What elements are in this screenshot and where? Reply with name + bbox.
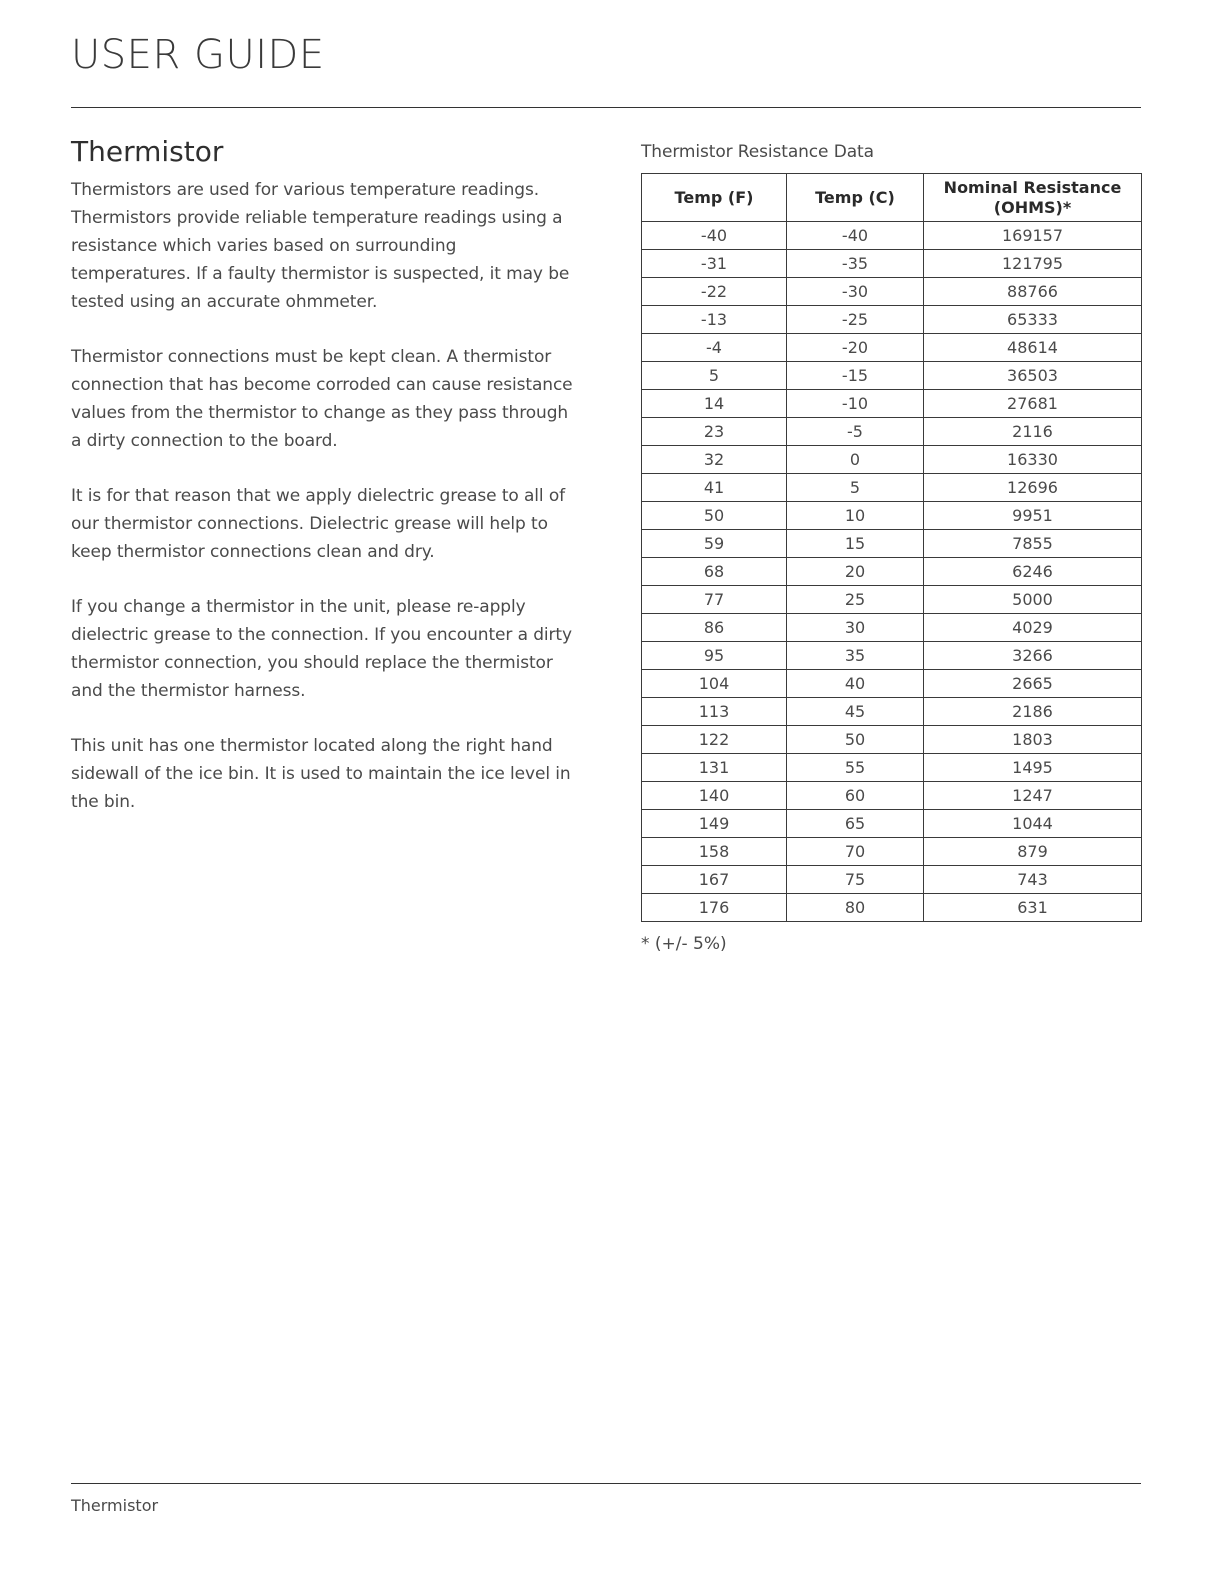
cell-temp-f: 167 <box>642 866 787 894</box>
table-row <box>642 222 1142 250</box>
cell-resistance: 27681 <box>924 390 1142 418</box>
cell-temp-c: 50 <box>787 726 924 754</box>
footer-divider <box>71 1483 1141 1484</box>
page-header-title: USER GUIDE <box>71 32 325 78</box>
cell-temp-f: 131 <box>642 754 787 782</box>
cell-temp-c: 30 <box>787 614 924 642</box>
cell-temp-c: 40 <box>787 670 924 698</box>
table-row <box>642 894 1142 922</box>
cell-temp-f: -22 <box>642 278 787 306</box>
paragraph: If you change a thermistor in the unit, please re-apply dielectric grease to the connection. If you encounter a dirty thermistor connection, you should replace the thermistor and the thermistor harness. <box>71 597 572 701</box>
cell-resistance: 121795 <box>924 250 1142 278</box>
cell-temp-f: 14 <box>642 390 787 418</box>
cell-temp-c: 20 <box>787 558 924 586</box>
cell-temp-f: 59 <box>642 530 787 558</box>
cell-resistance: 3266 <box>924 642 1142 670</box>
cell-resistance: 169157 <box>924 222 1142 250</box>
cell-temp-c: 15 <box>787 530 924 558</box>
cell-temp-c: -35 <box>787 250 924 278</box>
column-header-resistance: Nominal Resistance (OHMS)* <box>924 174 1142 222</box>
column-header-temp-c: Temp (C) <box>787 174 924 222</box>
table-row <box>642 614 1142 642</box>
cell-temp-c: 55 <box>787 754 924 782</box>
table-row <box>642 390 1142 418</box>
cell-temp-c: -25 <box>787 306 924 334</box>
cell-resistance: 48614 <box>924 334 1142 362</box>
table-row <box>642 670 1142 698</box>
cell-temp-c: -30 <box>787 278 924 306</box>
table-footnote: * (+/- 5%) <box>641 934 727 954</box>
cell-temp-c: -10 <box>787 390 924 418</box>
table-row <box>642 502 1142 530</box>
paragraph: It is for that reason that we apply dielectric grease to all of our thermistor connections. Dielectric grease will help to keep thermistor connections clean and dry. <box>71 486 566 562</box>
table-header-row <box>642 174 1142 222</box>
cell-resistance: 12696 <box>924 474 1142 502</box>
cell-temp-f: 32 <box>642 446 787 474</box>
table-row <box>642 418 1142 446</box>
table-row <box>642 642 1142 670</box>
table-row <box>642 586 1142 614</box>
cell-temp-f: 50 <box>642 502 787 530</box>
table-row <box>642 810 1142 838</box>
cell-resistance: 1803 <box>924 726 1142 754</box>
cell-resistance: 36503 <box>924 362 1142 390</box>
cell-temp-f: 113 <box>642 698 787 726</box>
cell-resistance: 65333 <box>924 306 1142 334</box>
table-row <box>642 558 1142 586</box>
cell-resistance: 743 <box>924 866 1142 894</box>
cell-temp-f: 41 <box>642 474 787 502</box>
resistance-table-section <box>641 139 1141 956</box>
cell-resistance: 2665 <box>924 670 1142 698</box>
cell-temp-c: 75 <box>787 866 924 894</box>
cell-temp-c: -20 <box>787 334 924 362</box>
table-row <box>642 726 1142 754</box>
cell-resistance: 5000 <box>924 586 1142 614</box>
cell-resistance: 1247 <box>924 782 1142 810</box>
cell-temp-f: 140 <box>642 782 787 810</box>
table-row <box>642 474 1142 502</box>
table-row <box>642 278 1142 306</box>
cell-temp-f: 68 <box>642 558 787 586</box>
paragraph: Thermistor connections must be kept clean. A thermistor connection that has become corroded can cause resistance values from the thermistor to change as they pass through a dirty connection to the board. <box>71 347 573 451</box>
cell-temp-f: 122 <box>642 726 787 754</box>
cell-temp-f: 176 <box>642 894 787 922</box>
cell-resistance: 88766 <box>924 278 1142 306</box>
table-row <box>642 446 1142 474</box>
table-row <box>642 530 1142 558</box>
cell-resistance: 879 <box>924 838 1142 866</box>
section-title: Thermistor <box>71 135 224 168</box>
resistance-table <box>641 173 1142 922</box>
table-row <box>642 250 1142 278</box>
cell-temp-c: 25 <box>787 586 924 614</box>
cell-resistance: 6246 <box>924 558 1142 586</box>
column-header-temp-f: Temp (F) <box>642 174 787 222</box>
cell-temp-f: -13 <box>642 306 787 334</box>
table-row <box>642 698 1142 726</box>
cell-temp-c: 0 <box>787 446 924 474</box>
cell-temp-f: 23 <box>642 418 787 446</box>
paragraph: Thermistors are used for various temperature readings. Thermistors provide reliable temperature readings using a resistance which varies based on surrounding temperatures. If a faulty thermistor is suspected, it may be tested using an accurate ohmmeter. <box>71 180 570 312</box>
cell-resistance: 2186 <box>924 698 1142 726</box>
cell-temp-c: 80 <box>787 894 924 922</box>
table-body <box>642 222 1142 922</box>
cell-resistance: 631 <box>924 894 1142 922</box>
cell-temp-f: 149 <box>642 810 787 838</box>
cell-temp-c: 5 <box>787 474 924 502</box>
cell-temp-f: 86 <box>642 614 787 642</box>
cell-temp-f: 158 <box>642 838 787 866</box>
cell-temp-c: 10 <box>787 502 924 530</box>
paragraph: This unit has one thermistor located along the right hand sidewall of the ice bin. It is used to maintain the ice level in the bin. <box>71 736 571 812</box>
table-row <box>642 866 1142 894</box>
header-divider <box>71 107 1141 108</box>
cell-resistance: 16330 <box>924 446 1142 474</box>
table-caption: Thermistor Resistance Data <box>641 142 874 162</box>
table-row <box>642 754 1142 782</box>
table-row <box>642 782 1142 810</box>
table-row <box>642 362 1142 390</box>
cell-temp-c: -40 <box>787 222 924 250</box>
cell-resistance: 9951 <box>924 502 1142 530</box>
cell-resistance: 4029 <box>924 614 1142 642</box>
cell-temp-c: 65 <box>787 810 924 838</box>
footer-section-label: Thermistor <box>71 1496 159 1515</box>
cell-temp-f: -40 <box>642 222 787 250</box>
table-row <box>642 838 1142 866</box>
cell-temp-c: 35 <box>787 642 924 670</box>
cell-temp-c: 45 <box>787 698 924 726</box>
cell-resistance: 2116 <box>924 418 1142 446</box>
cell-temp-c: -5 <box>787 418 924 446</box>
table-row <box>642 334 1142 362</box>
cell-temp-f: -4 <box>642 334 787 362</box>
cell-temp-c: -15 <box>787 362 924 390</box>
cell-temp-c: 60 <box>787 782 924 810</box>
cell-temp-f: 104 <box>642 670 787 698</box>
cell-resistance: 1495 <box>924 754 1142 782</box>
cell-temp-f: -31 <box>642 250 787 278</box>
cell-resistance: 7855 <box>924 530 1142 558</box>
cell-temp-f: 95 <box>642 642 787 670</box>
table-row <box>642 306 1142 334</box>
thermistor-section <box>71 134 581 843</box>
cell-temp-f: 77 <box>642 586 787 614</box>
cell-resistance: 1044 <box>924 810 1142 838</box>
cell-temp-c: 70 <box>787 838 924 866</box>
cell-temp-f: 5 <box>642 362 787 390</box>
